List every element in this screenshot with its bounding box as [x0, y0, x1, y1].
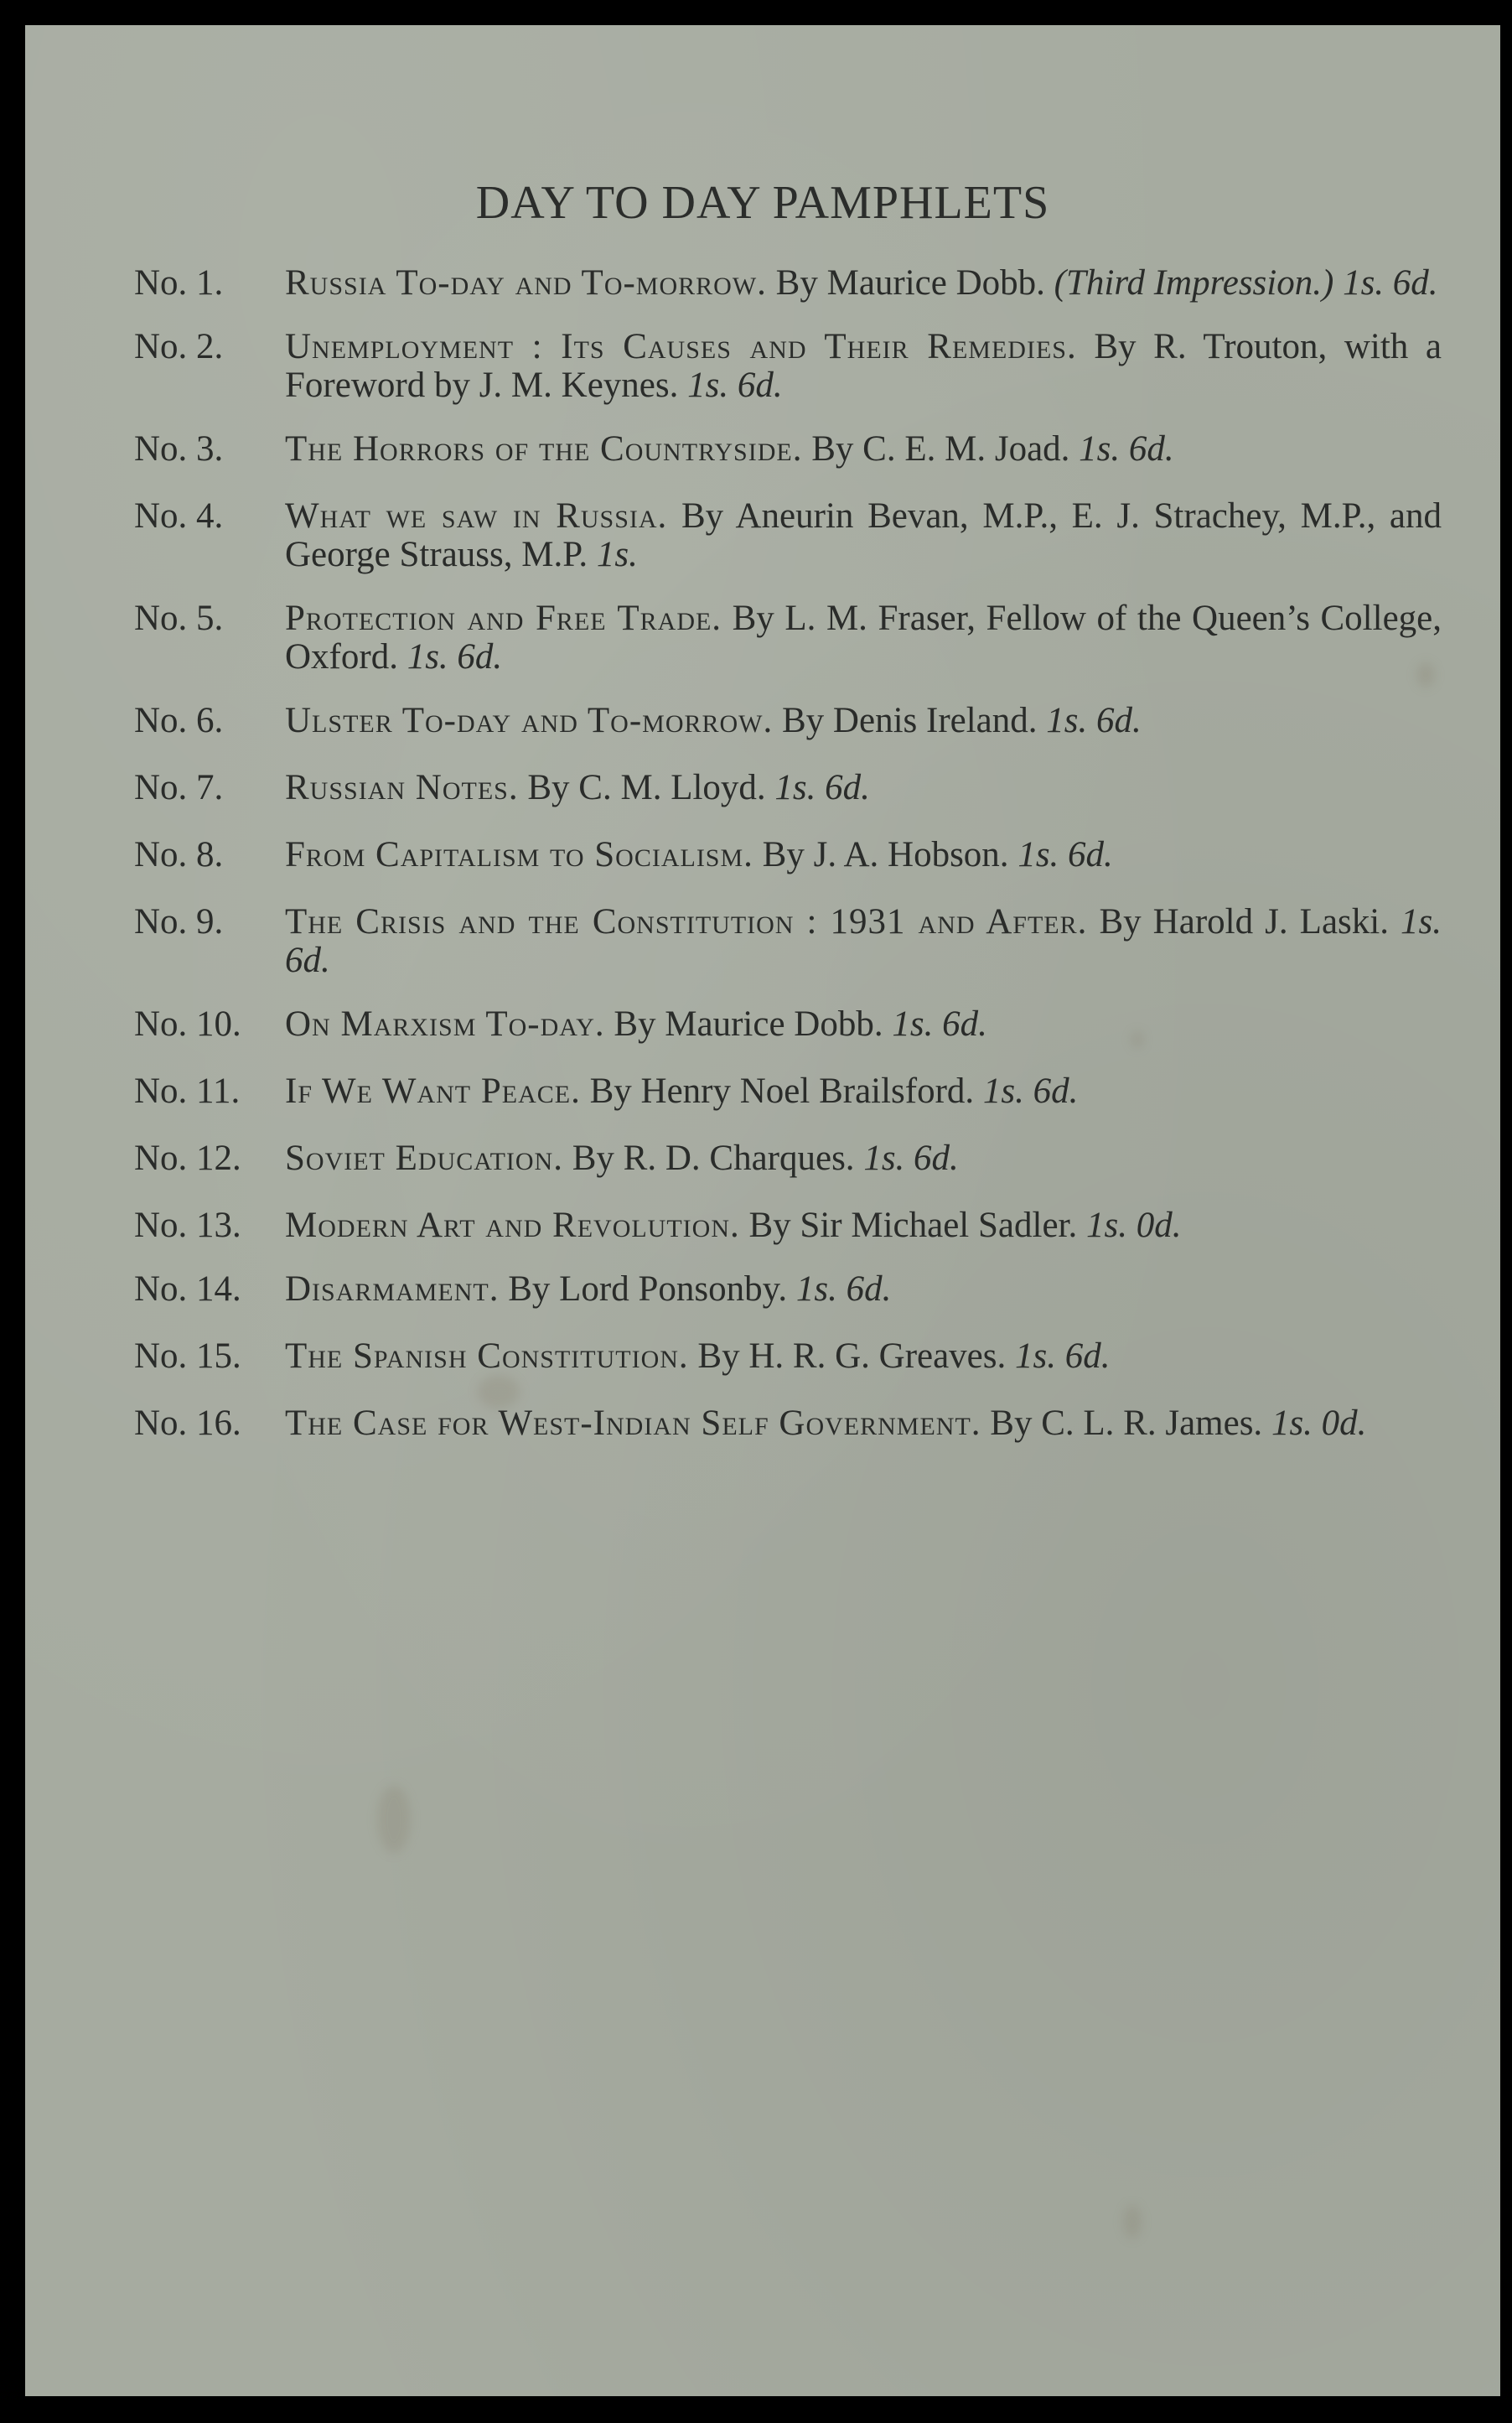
entry-title: On Marxism To-day.: [285, 1004, 605, 1044]
list-item: [134, 1071, 1442, 1111]
entry-number: No. 8.: [134, 835, 224, 874]
list-item: [134, 768, 1442, 807]
entry-number: No. 16.: [134, 1403, 241, 1443]
entry-title: Protection and Free Trade.: [285, 599, 722, 638]
entry-title: Soviet Education.: [285, 1139, 563, 1178]
entry-price: 1s. 6d.: [1046, 701, 1142, 740]
entry-title: Ulster To-day and To-morrow.: [285, 701, 774, 740]
entry-price: 1s. 6d.: [1079, 429, 1174, 469]
entry-price: 1s. 6d.: [982, 1071, 1079, 1111]
page-title: DAY TO DAY PAMPHLETS: [475, 177, 1050, 229]
entry-title: Modern Art and Revolution.: [285, 1206, 740, 1245]
entry-price: 1s. 6d.: [863, 1139, 959, 1178]
pamphlet-list: [134, 264, 1442, 1468]
entry-title: Unemployment : Its Causes and Their Remedies.: [285, 327, 1077, 366]
entry-author: By C. M. Lloyd.: [527, 768, 766, 807]
entry-title: The Horrors of the Countryside.: [285, 429, 803, 469]
entry-author: By H. R. G. Greaves.: [697, 1336, 1007, 1376]
entry-number: No. 14.: [134, 1269, 241, 1309]
entry-price: 1s. 6d.: [687, 366, 783, 405]
entry-price: 1s. 6d.: [795, 1269, 892, 1309]
entry-author: By Maurice Dobb.: [614, 1004, 883, 1044]
entry-author: By Sir Michael Sadler.: [748, 1206, 1078, 1245]
list-item: [134, 1004, 1442, 1044]
entry-title: From Capitalism to Socialism.: [285, 835, 753, 874]
entry-author: By Henry Noel Brailsford.: [589, 1071, 975, 1111]
entry-author: By Denis Ireland.: [782, 701, 1038, 740]
entry-author: By Lord Ponsonby.: [508, 1269, 788, 1309]
entry-title: If We Want Peace.: [285, 1071, 581, 1111]
list-item: [134, 263, 1442, 303]
entry-author: By Maurice Dobb.: [775, 263, 1045, 303]
entry-price: 1s.: [596, 535, 638, 574]
entry-title: The Spanish Constitution.: [285, 1336, 689, 1376]
entry-title: The Case for West-Indian Self Government.: [285, 1403, 981, 1443]
entry-author: By J. A. Hobson.: [762, 835, 1009, 874]
list-item: [134, 429, 1442, 469]
entry-title: Disarmament.: [285, 1269, 500, 1309]
entry-price: 1s. 6d.: [1015, 1336, 1111, 1376]
entry-author: By C. L. R. James.: [990, 1403, 1263, 1443]
entry-author: By Harold J. Laski.: [1099, 902, 1389, 942]
list-item: [134, 902, 1442, 980]
entry-number: No. 5.: [134, 599, 224, 638]
entry-price: 1s. 6d.: [406, 637, 503, 677]
entry-price: 1s. 0d.: [1271, 1403, 1367, 1443]
list-item: [134, 1139, 1442, 1178]
entry-author: By L. M. Fraser, Fellow of the Queen’s College, Oxford.: [285, 599, 1442, 677]
entry-price: 1s. 6d.: [1343, 263, 1438, 303]
entry-price: 1s. 6d.: [774, 768, 870, 807]
entry-number: No. 12.: [134, 1139, 241, 1178]
entry-number: No. 3.: [134, 429, 224, 469]
list-item: [134, 835, 1442, 874]
entry-title: Russia To-day and To-morrow.: [285, 263, 767, 303]
paper-stain: [377, 1786, 411, 1853]
entry-number: No. 4.: [134, 496, 224, 536]
entry-author: By Aneurin Bevan, M.P., E. J. Strachey, M.P., and George Strauss, M.P.: [285, 496, 1442, 574]
entry-title: Russian Notes.: [285, 768, 519, 807]
list-item: [134, 599, 1442, 677]
entry-number: No. 13.: [134, 1206, 241, 1245]
entry-number: No. 10.: [134, 1004, 241, 1044]
entry-price: 1s. 0d.: [1085, 1206, 1182, 1245]
entry-price: 1s. 6d.: [285, 902, 1442, 980]
list-item: [134, 496, 1442, 574]
paper-stain: [1123, 2205, 1142, 2239]
list-item: [134, 327, 1442, 405]
entry-title: The Crisis and the Constitution : 1931 and After.: [285, 902, 1088, 942]
entry-note: (Third Impression.): [1054, 263, 1334, 303]
entry-number: No. 6.: [134, 701, 224, 740]
entry-number: No. 7.: [134, 768, 224, 807]
entry-number: No. 15.: [134, 1336, 241, 1376]
entry-author: By C. E. M. Joad.: [811, 429, 1070, 469]
entry-number: No. 1.: [134, 263, 224, 303]
entry-author: By R. Trouton, with a Foreword by J. M. Keynes.: [285, 327, 1442, 405]
list-item: [134, 1269, 1442, 1309]
list-item: [134, 1336, 1442, 1376]
entry-title: What we saw in Russia.: [285, 496, 668, 536]
book-page: [25, 25, 1500, 2396]
entry-number: No. 11.: [134, 1071, 241, 1111]
list-item: [134, 1206, 1442, 1245]
entry-number: No. 9.: [134, 902, 224, 942]
entry-price: 1s. 6d.: [1017, 835, 1113, 874]
list-item: [134, 1403, 1442, 1443]
entry-number: No. 2.: [134, 327, 224, 366]
list-item: [134, 701, 1442, 740]
entry-author: By R. D. Charques.: [572, 1139, 855, 1178]
entry-price: 1s. 6d.: [892, 1004, 987, 1044]
